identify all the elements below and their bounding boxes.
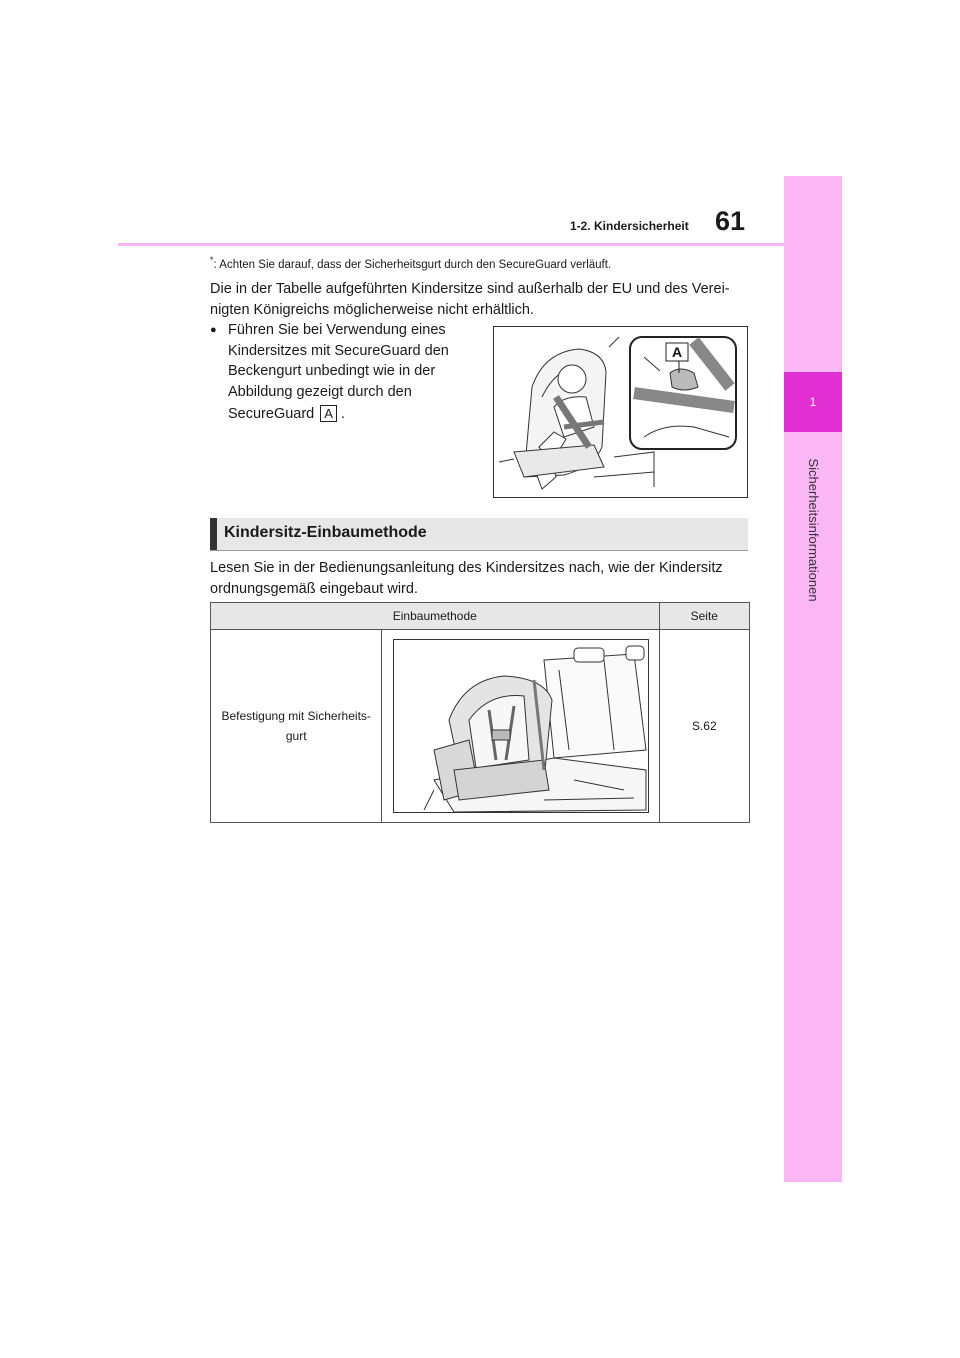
instructions-paragraph	[210, 558, 723, 600]
bullet-item	[210, 320, 480, 425]
bullet-dot-icon: ●	[210, 324, 217, 336]
seatbelt-installation-illustration	[393, 639, 649, 813]
intro-paragraph	[210, 279, 730, 321]
method-line-1: Befestigung mit Sicherheits-	[221, 709, 371, 723]
installation-method-table	[210, 602, 750, 823]
intro-line-2: nigten Königreichs möglicherweise nicht erhältlich.	[210, 302, 534, 318]
table-header-row	[211, 603, 750, 630]
page-reference-cell: S.62	[659, 630, 749, 823]
figure-callout: A	[671, 344, 683, 360]
section-title: Kindersitz-Einbaumethode	[224, 524, 427, 541]
header-method: Einbaumethode	[211, 603, 660, 630]
section-heading-bar	[210, 518, 748, 551]
seatbelt-install-drawing	[394, 640, 649, 813]
instructions-line-1: Lesen Sie in der Bedienungsanleitung des Kindersitzes nach, wie der Kindersitz	[210, 560, 723, 576]
method-cell	[211, 630, 382, 823]
callout-badge: A	[320, 405, 337, 422]
child-seat-drawing	[494, 327, 748, 498]
page-number: 61	[715, 206, 746, 236]
footnote	[210, 255, 611, 271]
bullet-line-4: Abbildung gezeigt durch den	[228, 383, 412, 400]
footnote-mark: *	[210, 255, 214, 265]
bullet-line-3: Beckengurt unbedingt wie in der	[228, 363, 436, 379]
chapter-number: 1	[784, 372, 842, 432]
section-heading: 1-2. Kindersicherheit	[570, 219, 689, 233]
method-image-cell	[382, 630, 659, 823]
header-rule	[118, 243, 784, 246]
intro-line-1: Die in der Tabelle aufgeführten Kindersitze sind außerhalb der EU und des Verei-	[210, 281, 730, 297]
bullet-line-2: Kindersitzes mit SecureGuard den	[228, 342, 449, 359]
chapter-side-tab	[784, 176, 842, 1182]
table-row	[211, 630, 750, 823]
section-marker	[210, 518, 217, 550]
bullet-end: .	[340, 406, 346, 422]
bullet-line-5: SecureGuard	[228, 406, 315, 422]
secureguard-illustration	[493, 326, 748, 498]
method-line-2: gurt	[285, 729, 307, 743]
chapter-title: Sicherheitsinformationen	[806, 458, 822, 602]
header-page: Seite	[659, 603, 749, 630]
instructions-line-2: ordnungsgemäß eingebaut wird.	[210, 581, 418, 597]
footnote-text: : Achten Sie darauf, dass der Sicherheitsgurt durch den SecureGuard verläuft.	[213, 258, 612, 271]
bullet-line-1: Führen Sie bei Verwendung eines	[228, 322, 446, 338]
